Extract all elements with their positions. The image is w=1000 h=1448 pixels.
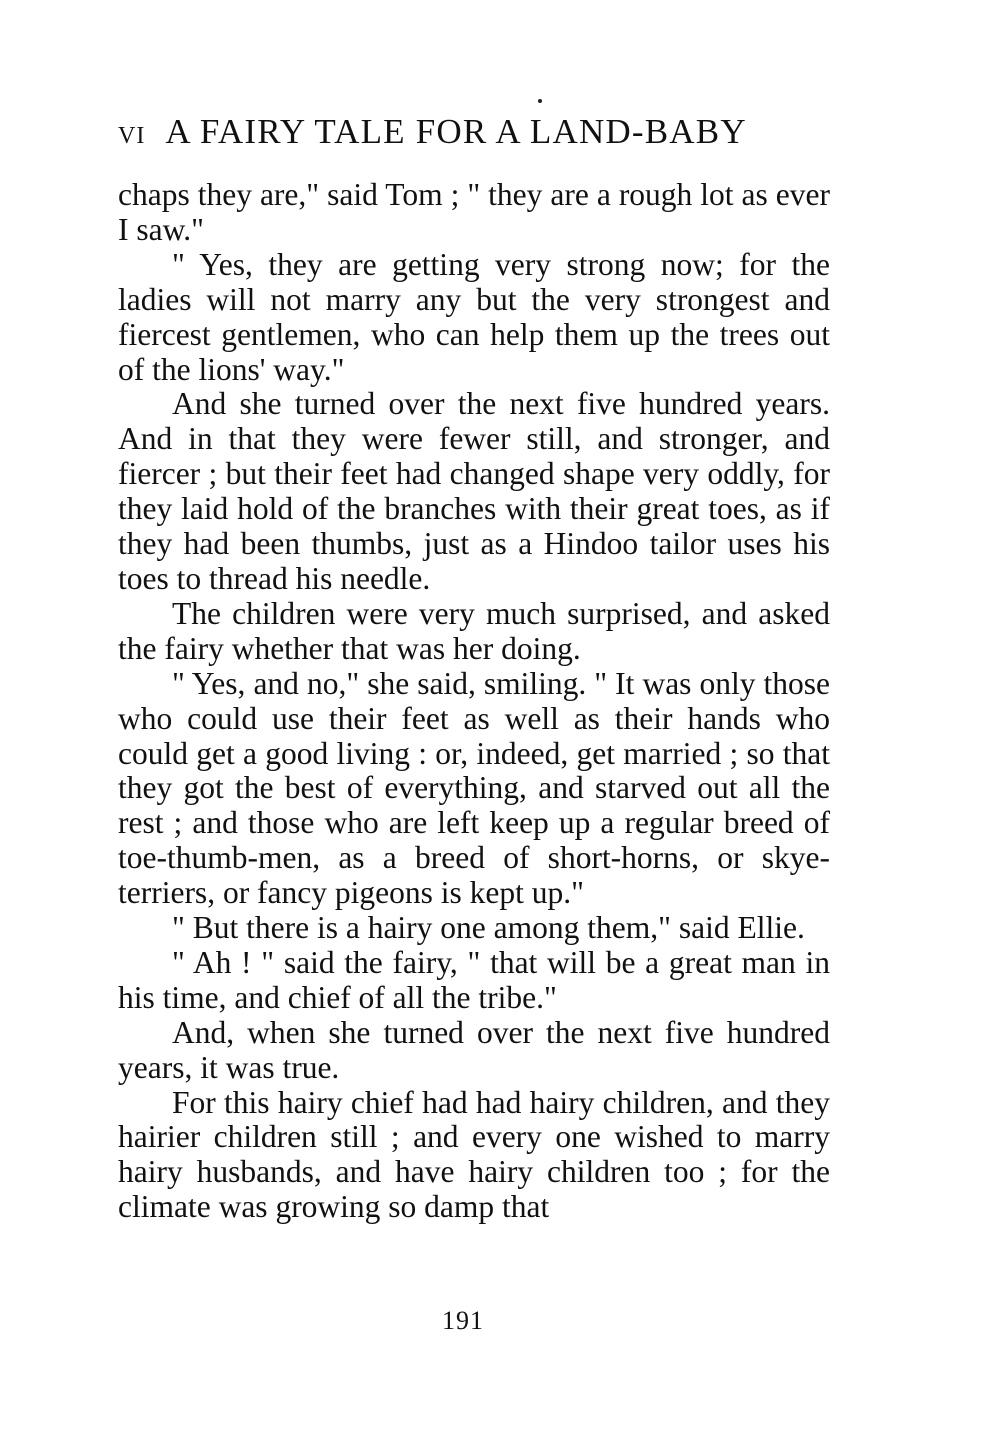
paragraph: " Yes, they are getting very strong now; for the ladies will not marry any but the very strongest and fiercest gentlemen, who can help them up the trees out of the lions' way." bbox=[118, 246, 830, 387]
paragraph-continuation: chaps they are," said Tom ; " they are a rough lot as ever I saw." bbox=[118, 177, 830, 247]
paragraph: " Yes, and no," she said, smiling. " It was only those who could use their feet as well as their hands who could get a good living : or, indeed, get married ; so that they got the best of everything, and starved out all the rest ; and those who are left keep up a regular breed of toe-thumb-men, as a breed of short-horns, or skye-terriers, or fancy pigeons is kept up." bbox=[118, 665, 830, 911]
body-text bbox=[118, 178, 830, 1225]
paragraph: " But there is a hairy one among them," said Ellie. bbox=[172, 910, 805, 946]
running-head bbox=[118, 112, 838, 160]
paragraph: The children were very much surprised, and asked the fairy whether that was her doing. bbox=[118, 595, 830, 666]
chapter-number: VI bbox=[118, 123, 146, 149]
paragraph: And she turned over the next five hundred years. And in that they were fewer still, and stronger, and fiercer ; but their feet had changed shape very oddly, for they laid hold of the branches with their great toes, as if they had been thumbs, just as a Hindoo tailor uses his toes to thread his needle. bbox=[118, 386, 830, 596]
ink-speck bbox=[538, 99, 542, 103]
page-number: 191 bbox=[442, 1306, 484, 1335]
paragraph: " Ah ! " said the fairy, " that will be a great man in his time, and chief of all the tribe." bbox=[118, 944, 830, 1015]
paragraph: And, when she turned over the next five hundred years, it was true. bbox=[118, 1014, 830, 1085]
chapter-title: A FAIRY TALE FOR A LAND-BABY bbox=[165, 112, 747, 151]
paragraph: For this hairy chief had had hairy children, and they hairier children still ; and every one wished to marry hairy husbands, and have hairy children too ; for the climate was growing so damp that bbox=[118, 1084, 830, 1225]
